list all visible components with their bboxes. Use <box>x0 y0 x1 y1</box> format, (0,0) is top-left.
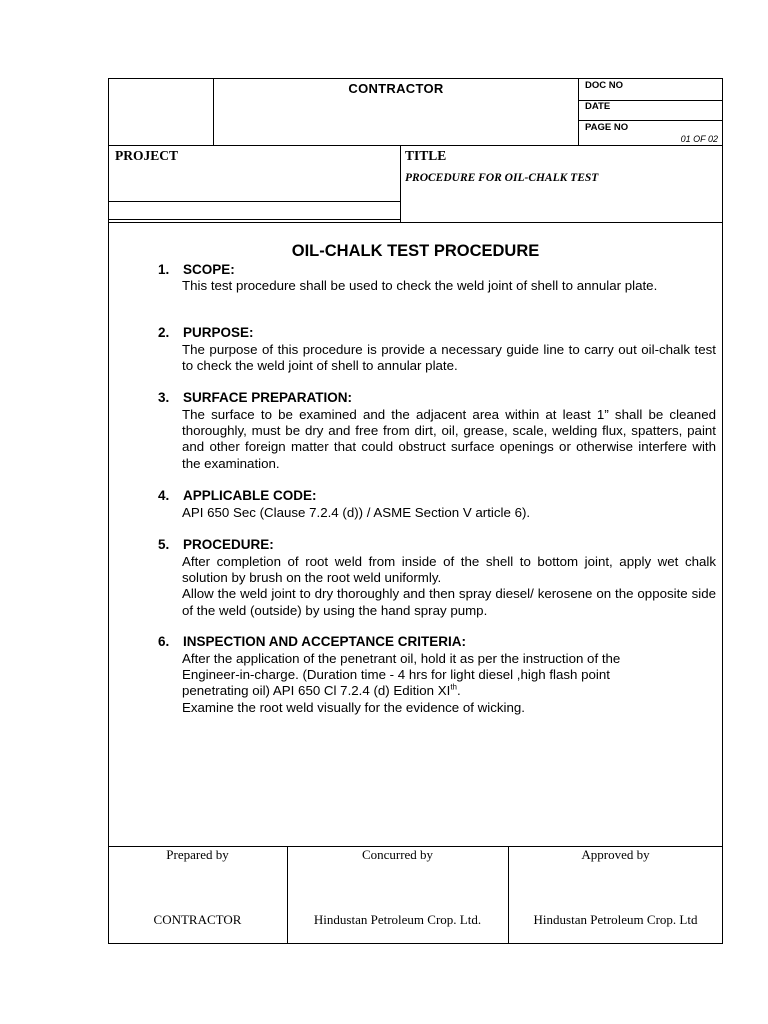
project-sub-divider-1 <box>108 201 400 202</box>
header-bottom-line <box>108 145 723 146</box>
project-label: PROJECT <box>115 148 179 163</box>
document-title: OIL-CHALK TEST PROCEDURE <box>291 242 540 260</box>
section-number: 3. <box>158 390 170 405</box>
text-line: Examine the root weld visually for the evidence of wicking. <box>182 699 525 715</box>
section-5-heading <box>158 537 274 552</box>
project-bottom-line <box>108 222 723 223</box>
ordinal-suffix: th <box>450 682 457 692</box>
section-1-body <box>182 278 716 294</box>
edition-reference: penetrating oil) API 650 Cl 7.2.4 (d) Edition XI <box>182 683 451 699</box>
section-title: INSPECTION AND ACCEPTANCE CRITERIA: <box>183 634 467 649</box>
header-divider-left <box>213 78 214 145</box>
contractor-heading: CONTRACTOR <box>348 81 444 96</box>
project-title-divider <box>400 145 401 222</box>
section-2-heading <box>158 325 254 340</box>
concurred-by-name: Hindustan Petroleum Crop. Ltd. <box>313 912 482 927</box>
meta-row-divider-2 <box>578 120 723 121</box>
paragraph: The purpose of this procedure is provide a necessary guide line to carry out oil-chalk test to check the weld joint of shell to annular plate. <box>182 342 716 374</box>
approved-by-label: Approved by <box>581 847 650 862</box>
header-divider-right <box>578 78 579 145</box>
title-value: PROCEDURE FOR OIL-CHALK TEST <box>405 172 599 184</box>
section-title: SCOPE: <box>183 262 235 277</box>
paragraph: The surface to be examined and the adjacent area within at least 1” shall be cleaned thoroughly, must be dry and free from dirt, oil, grease, scale, welding flux, spatters, paint and other foreign matter that could obstruct surface openings or otherwise interfere with the examination. <box>182 407 716 471</box>
project-sub-divider-2 <box>108 219 400 220</box>
section-3-heading <box>158 390 352 405</box>
approved-by-name: Hindustan Petroleum Crop. Ltd <box>533 912 698 927</box>
paragraph: After completion of root weld from inside of the shell to bottom joint, apply wet chalk solution by brush on the root weld uniformly. <box>182 554 716 586</box>
title-label: TITLE <box>405 148 447 163</box>
paragraph: Allow the weld joint to dry thoroughly and then spray diesel/ kerosene on the opposite side of the weld (outside) by using the hand spray pump. <box>182 586 716 618</box>
paragraph: This test procedure shall be used to check the weld joint of shell to annular plate. <box>182 278 658 293</box>
section-4-body <box>182 505 716 521</box>
paragraph: API 650 Sec (Clause 7.2.4 (d)) / ASME Section V article 6). <box>182 505 531 520</box>
text-line: After the application of the penetrant oil, hold it as per the instruction of the <box>182 651 621 666</box>
sentence-end: . <box>456 683 461 699</box>
text-line <box>182 683 716 699</box>
doc-no-label: DOC NO <box>585 80 623 91</box>
section-title: PROCEDURE: <box>183 537 274 552</box>
text-line: Engineer-in-charge. (Duration time - 4 hrs for light diesel ,high flash point <box>182 667 610 683</box>
section-2-body <box>182 342 716 374</box>
page-number-value: 01 OF 02 <box>680 134 718 144</box>
date-label: DATE <box>585 101 611 112</box>
section-6-heading <box>158 634 466 649</box>
section-number: 6. <box>158 634 170 649</box>
section-3-body <box>182 407 716 472</box>
section-title: PURPOSE: <box>183 325 254 340</box>
section-1-heading <box>158 262 235 277</box>
section-title: APPLICABLE CODE: <box>183 488 317 503</box>
section-number: 1. <box>158 262 170 277</box>
section-4-heading <box>158 488 317 503</box>
section-title: SURFACE PREPARATION: <box>183 390 353 405</box>
section-number: 2. <box>158 325 170 340</box>
section-number: 4. <box>158 488 170 503</box>
page-no-label: PAGE NO <box>585 122 629 133</box>
section-number: 5. <box>158 537 170 552</box>
section-6-body <box>182 651 716 716</box>
prepared-by-name: CONTRACTOR <box>153 912 242 927</box>
prepared-by-label: Prepared by <box>166 847 229 862</box>
section-5-body <box>182 554 716 619</box>
concurred-by-label: Concurred by <box>361 847 434 862</box>
